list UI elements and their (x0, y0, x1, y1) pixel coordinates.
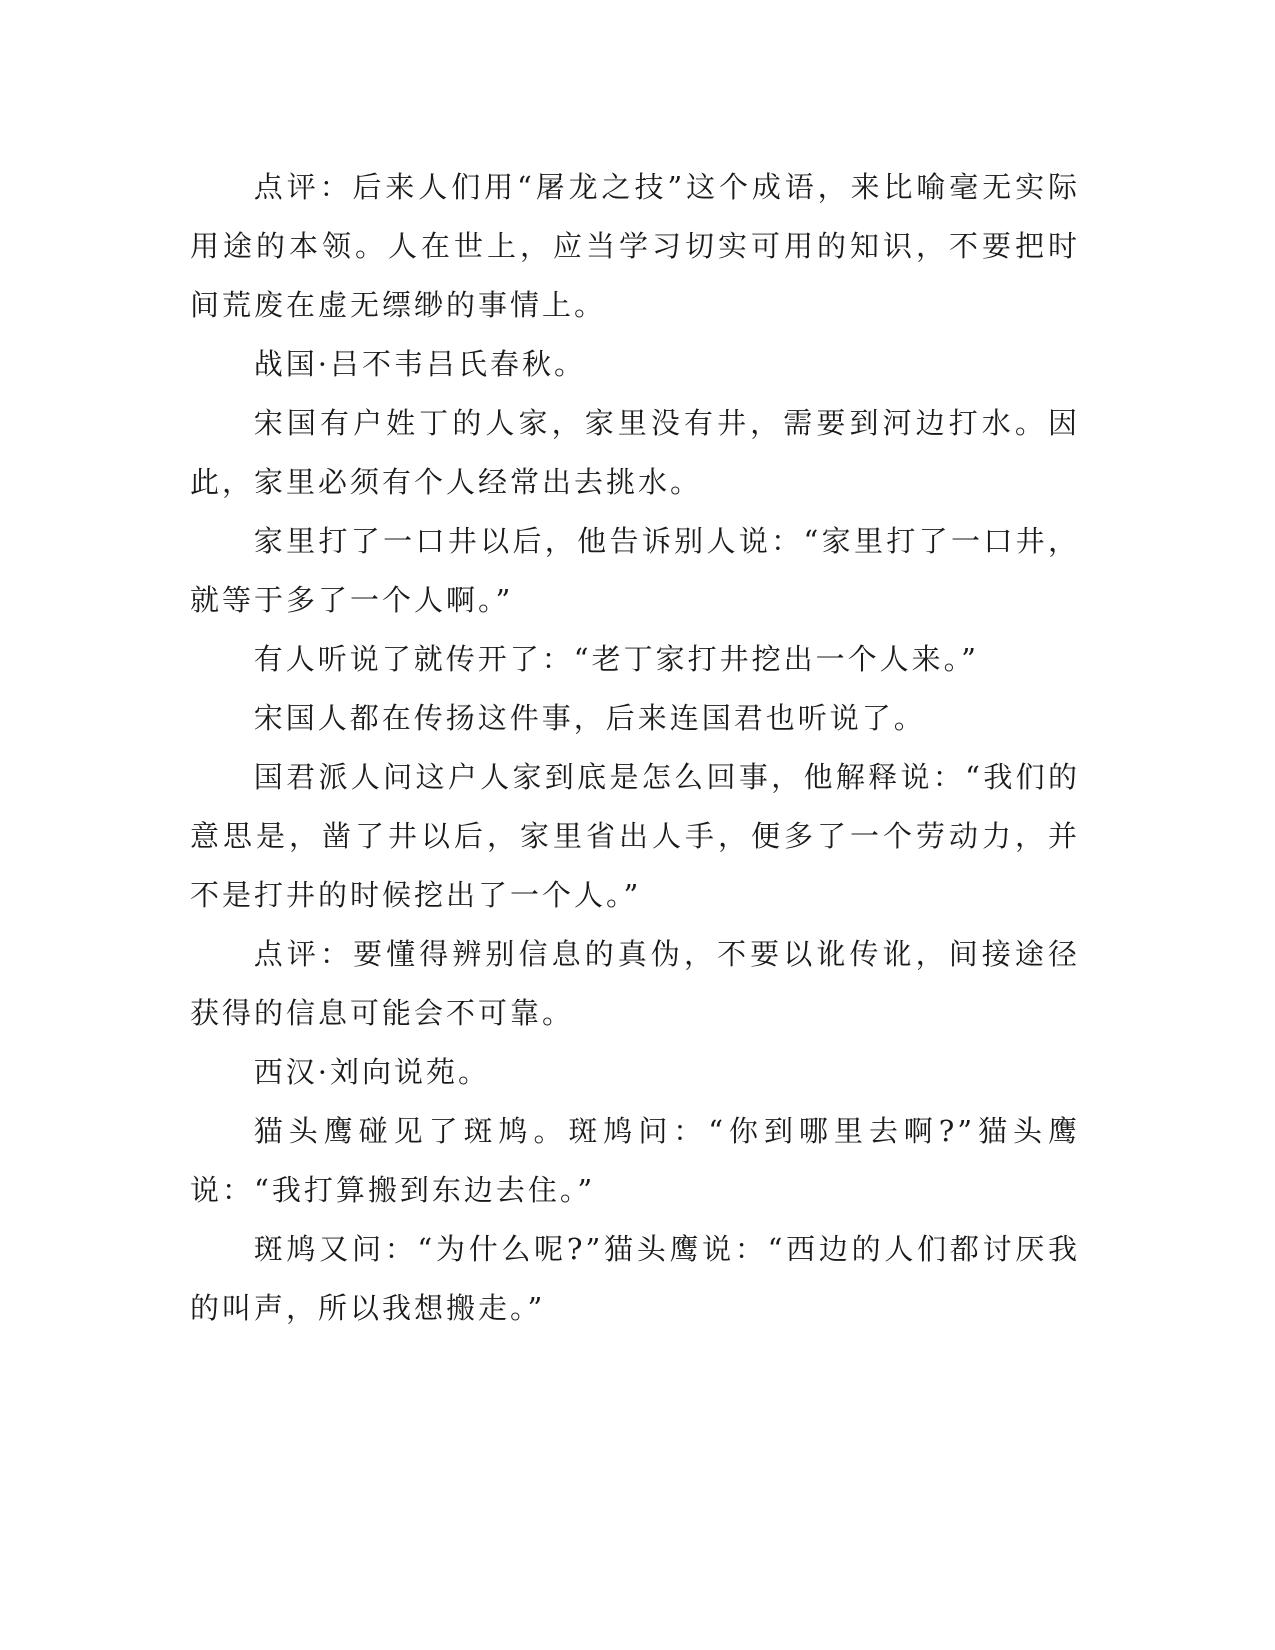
paragraph-story-4: 宋国人都在传扬这件事，后来连国君也听说了。 (253, 701, 926, 735)
paragraph-source-2: 西汉·刘向说苑。 (253, 1055, 491, 1089)
paragraph-story-3: 有人听说了就传开了：“老丁家打井挖出一个人来。” (253, 642, 979, 676)
paragraph-story-7: 斑鸠又问：“为什么呢?”猫头鹰说：“西边的人们都讨厌我的叫声，所以我想搬走。” (190, 1232, 1080, 1325)
document-body (190, 158, 1080, 1338)
paragraph-story-1: 宋国有户姓丁的人家，家里没有井，需要到河边打水。因此，家里必须有个人经常出去挑水。 (190, 406, 1080, 499)
paragraph-story-5: 国君派人问这户人家到底是怎么回事，他解释说：“我们的意思是，凿了井以后，家里省出人手，便多了一个劳动力，并不是打井的时候挖出了一个人。” (190, 760, 1080, 912)
paragraph-story-2: 家里打了一口井以后，他告诉别人说：“家里打了一口井，就等于多了一个人啊。” (190, 524, 1080, 617)
paragraph-commentary-2: 点评：要懂得辨别信息的真伪，不要以讹传讹，间接途径获得的信息可能会不可靠。 (190, 937, 1080, 1030)
paragraph-commentary-1: 点评：后来人们用“屠龙之技”这个成语，来比喻毫无实际用途的本领。人在世上，应当学习切实可用的知识，不要把时间荒废在虚无缥缈的事情上。 (190, 170, 1080, 322)
paragraph-source-1: 战国·吕不韦吕氏春秋。 (253, 347, 587, 381)
paragraph-story-6: 猫头鹰碰见了斑鸠。斑鸠问：“你到哪里去啊?”猫头鹰说：“我打算搬到东边去住。” (190, 1114, 1080, 1207)
